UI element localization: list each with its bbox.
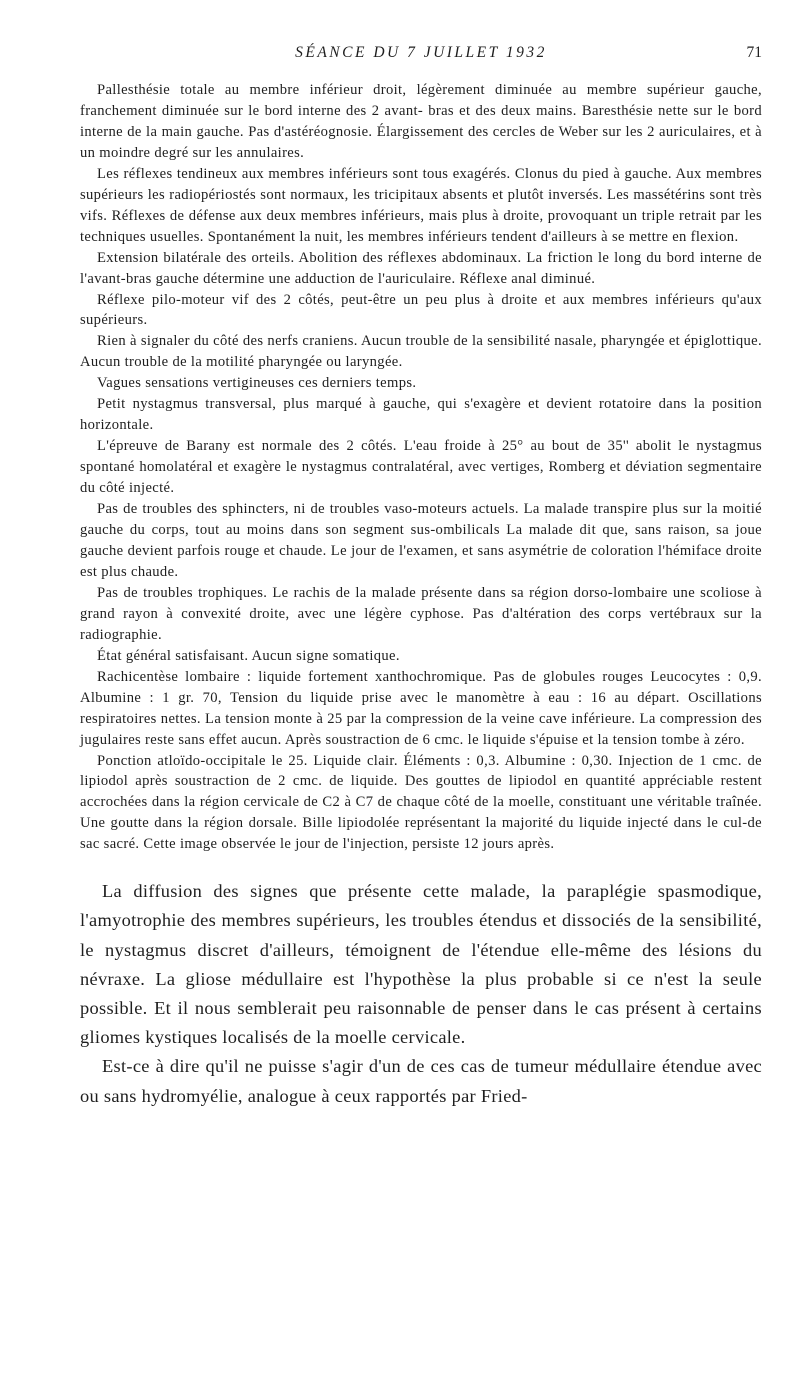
paragraph: Petit nystagmus transversal, plus marqué à gauche, qui s'exagère et devient rotatoire dans la position horizontale. [80,396,762,434]
paragraph: La diffusion des signes que présente cette malade, la paraplégie spasmodique, l'amyotrophie des membres supérieurs, les troubles étendus et dissociés de la sensibilité, le nystagmus discret d'ailleurs, témoignent de l'étendue elle-même des lésions du névraxe. La gliose médullaire est l'hypothèse la plus probable si ce n'est la seule possible. Et il nous semblerait peu raisonnable de penser dans le cas présent à certains gliomes kystiques localisés de la moelle cervicale. [80,881,762,1048]
paragraph: Pas de troubles trophiques. Le rachis de la malade présente dans sa région dorso-lombaire une scoliose à grand rayon à convexité droite, avec une légère cyphose. Pas d'altération des corps vertébraux sur la radiographie. [80,584,762,643]
running-head: SÉANCE DU 7 JUILLET 1932 [295,44,547,61]
paragraph: Pallesthésie totale au membre inférieur droit, légèrement diminuée au membre supérieur gauche, franchement diminuée sur le bord interne des 2 avant- bras et des deux mains. Baresthésie nette sur le bord interne de la main gauche. Pas d'astéréognosie. Élargissement des cercles de Weber sur les 2 auriculaires, et à un moindre degré sur les annulaires. [80,82,762,161]
paragraph: Vagues sensations vertigineuses ces derniers temps. [97,375,417,392]
paragraph: Les réflexes tendineux aux membres inférieurs sont tous exagérés. Clonus du pied à gauche. Aux membres supérieurs les radiopériostés sont normaux, les tricipitaux absents et plutôt inversés. Les massétérins sont très vifs. Réflexes de défense aux deux membres inférieurs, mais plus à droite, provoquant un triple retrait par les techniques usuelles. Spontanément la nuit, les membres inférieurs tendent d'ailleurs à se mettre en flexion. [80,165,762,245]
paragraph: Est-ce à dire qu'il ne puisse s'agir d'un de ces cas de tumeur médullaire étendue avec ou sans hydromyélie, analogue à ceux rapportés par Fried- [80,1056,762,1106]
document-page [80,44,762,1111]
page-header [80,44,762,68]
case-report-section [80,80,762,855]
page-number: 71 [746,44,762,61]
paragraph: Pas de troubles des sphincters, ni de troubles vaso-moteurs actuels. La malade transpire plus sur la moitié gauche du corps, tout au moins dans son segment sus-ombilicals La malade dit que, sans raison, sa joue gauche devient parfois rouge et chaude. Le jour de l'examen, et sans asymétrie de coloration l'hémiface droite est plus chaude. [80,501,762,580]
paragraph: Réflexe pilo-moteur vif des 2 côtés, peut-être un peu plus à droite et aux membres inférieurs qu'aux supérieurs. [80,291,762,329]
paragraph: L'épreuve de Barany est normale des 2 côtés. L'eau froide à 25° au bout de 35'' abolit le nystagmus spontané homolatéral et exagère le nystagmus contralatéral, avec vertiges, Romberg et déviation segmentaire du côté injecté. [80,438,762,497]
paragraph: Rien à signaler du côté des nerfs craniens. Aucun trouble de la sensibilité nasale, pharyngée et épiglottique. Aucun trouble de la motilité pharyngée ou laryngée. [80,333,762,371]
paragraph: Rachicentèse lombaire : liquide fortement xanthochromique. Pas de globules rouges Leucocytes : 0,9. Albumine : 1 gr. 70, Tension du liquide prise avec le manomètre à eau : 16 au départ. Oscillations respiratoires nettes. La tension monte à 25 par la compression de la veine cave inférieure. La compression des jugulaires reste sans effet aucun. Après soustraction de 6 cmc. le liquide s'épuise et la tension tombe à zéro. [80,668,762,748]
discussion-section [80,877,762,1111]
paragraph: Extension bilatérale des orteils. Abolition des réflexes abdominaux. La friction le long du bord interne de l'avant-bras gauche détermine une adduction de l'auriculaire. Réflexe anal diminué. [80,249,762,287]
paragraph: Ponction atloïdo-occipitale le 25. Liquide clair. Éléments : 0,3. Albumine : 0,30. Injection de 1 cmc. de lipiodol après soustraction de 2 cmc. de liquide. Des gouttes de lipiodol en quantité appréciable restent accrochées dans la région cervicale de C2 à C7 de chaque côté de la moelle, constituant une véritable traînée. Une goutte dans la région dorsale. Bille lipiodolée représentant la majorité du liquide injecté dans le cul-de sac sacré. Cette image observée le jour de l'injection, persiste 12 jours après. [80,752,762,853]
paragraph: État général satisfaisant. Aucun signe somatique. [97,647,400,664]
